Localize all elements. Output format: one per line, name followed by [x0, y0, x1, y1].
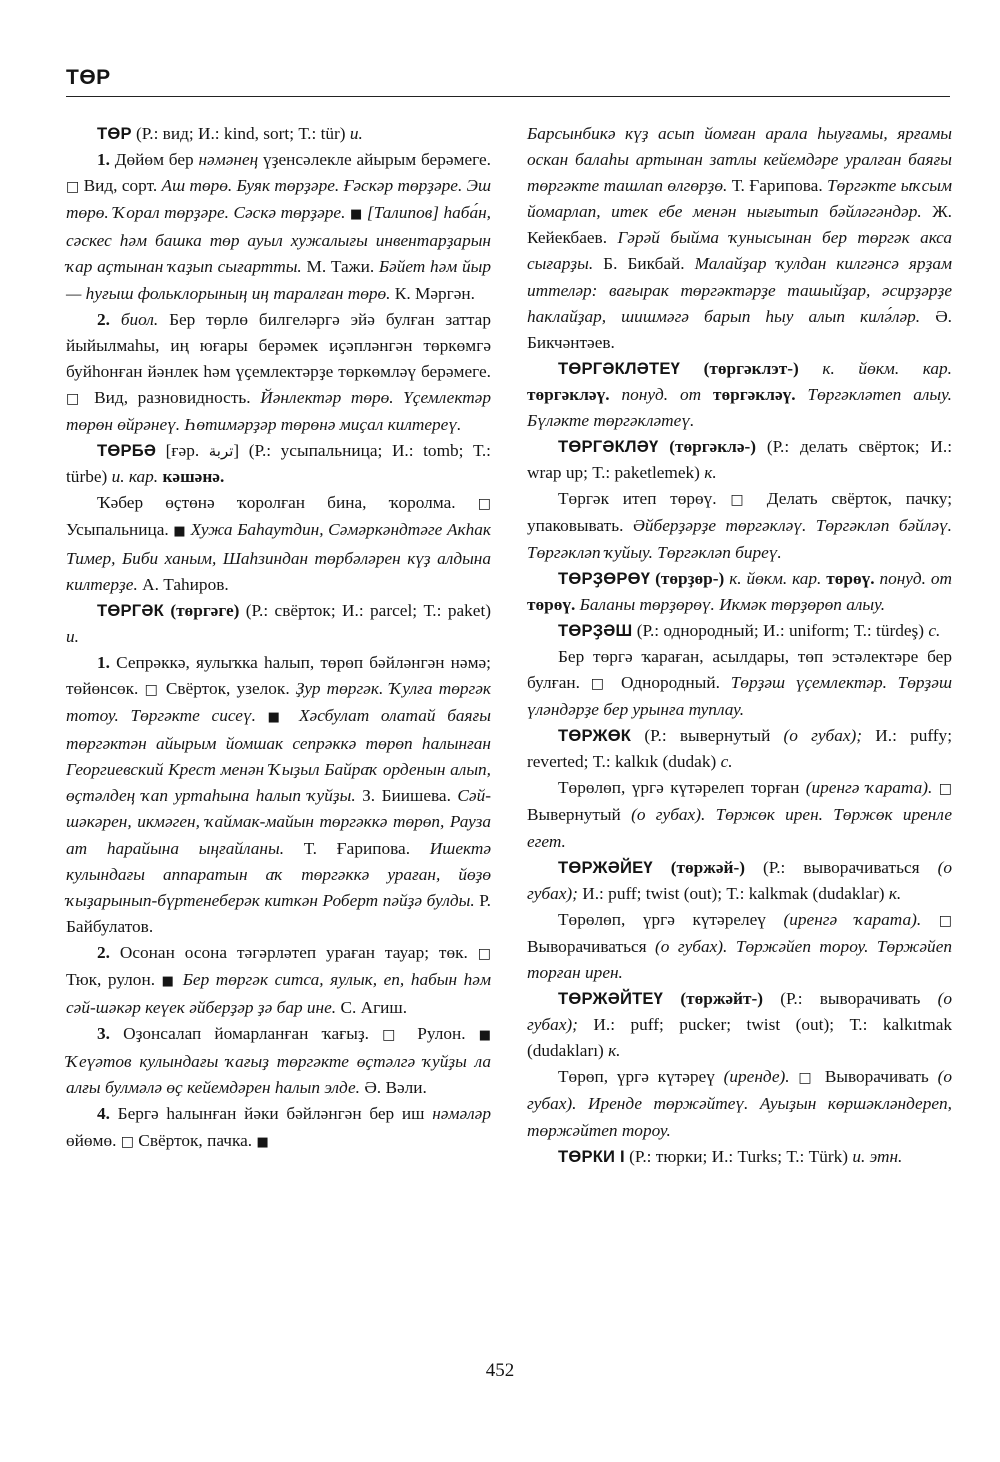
italic-text: и. этн.: [852, 1146, 903, 1166]
open-square-marker: □: [938, 912, 952, 929]
entry-paragraph: [527, 775, 952, 854]
italic-text: Ҙур төргәк. Ҡулға төргәк тотоу. Төргәкте сисеү.: [66, 678, 491, 726]
bold-text: кәшәнә.: [162, 467, 225, 487]
entry-paragraph: [66, 307, 491, 438]
headword: ТӨРЖӨК: [558, 726, 632, 746]
entry-text: Бер төргә ҡараған, асылдары, төп эстәлектәре бер булған.: [527, 646, 952, 692]
open-square-marker: □: [66, 179, 80, 196]
dictionary-entry: [527, 566, 952, 618]
headword: ТӨРКИ I: [558, 1146, 625, 1166]
italic-text: Ишектә кулындағы аппаратын аҡ төргәккә ураған, йөҙө ҡыҙарынып-бүртенеберәк киткән Роберт пәйҙә булды.: [66, 838, 491, 910]
italic-text: понуд. от: [621, 384, 714, 404]
entry-text: [ғәр.: [156, 441, 209, 461]
entry-text: Ә. Бикчәнтәев.: [527, 306, 952, 352]
italic-text: и. кар.: [111, 467, 163, 487]
entry-text: (Р.: выворачивать: [762, 989, 938, 1009]
entry-text: Төрөлөп, үргә күтәрелеп торған: [558, 778, 806, 798]
header-rule: [66, 96, 950, 97]
italic-text: Аш төрө. Буяк төрҙәре. Ғәскәр төрҙәре. Эш төрө. Ҡорал төрҙәре. Сәскә төрҙәре.: [66, 176, 491, 223]
italic-text: (иренгә ҡарата).: [805, 778, 933, 798]
entry-text: [610, 385, 622, 404]
entry-paragraph: [527, 121, 952, 356]
entry-text: (Р.: свёрток; И.: parcel; Т.: paket): [239, 600, 491, 620]
italic-text: Малайҙар ҡулдан килгәнсә ярҙам иттеләр: вағырак төргәктәрҙе ташыйҙар, әсирҙәрҙе һаклайҙар, шишмәгә барып һыу алып килә́ләр.: [527, 254, 952, 326]
entry-text: (Р.: делать свёрток; И.: wrap up; Т.: paketlemek): [527, 437, 952, 483]
italic-text: нәмәләр: [432, 1104, 491, 1124]
italic-text: к. йөкм. кар.: [729, 568, 827, 588]
bold-text: (төргәге): [163, 600, 240, 620]
bold-text: 1.: [97, 150, 110, 170]
entry-text: (Р.: выворачиваться: [744, 857, 938, 877]
open-square-marker: □: [477, 496, 491, 513]
entry-text: Т. Ғарипова.: [284, 838, 430, 858]
entry-text: С. Агиш.: [336, 998, 408, 1018]
open-square-marker: □: [730, 492, 753, 509]
italic-text: Хәсбулат олатай баяғы төргәктән айырым йомшак сепрәккә төрөп һалынған Георгиевский Крест менән Ҡыҙыл Байраҡ орденын алып, өҫтәлдең ҡап уртаһына һалып ҡуйҙы.: [66, 706, 492, 806]
entry-text: Бергә һалынған йәки бәйләнгән бер иш: [109, 1104, 433, 1124]
open-square-marker: □: [798, 1070, 817, 1087]
italic-text: (о губах);: [527, 857, 953, 903]
entry-text: Рулон.: [404, 1024, 479, 1044]
italic-text: Сәй-шәкәрен, икмәген, ҡаймак-майын төргәккә төрөп, Рауза ат һарайына ыңғайланы.: [66, 786, 491, 858]
headword: ТӨРБӘ: [97, 441, 157, 461]
entry-text: Вывернутый: [527, 805, 632, 825]
headword: ТӨРГӘКЛӘҮ: [558, 437, 659, 457]
entry-text: Свёрток, узелок.: [159, 678, 296, 698]
entry-text: Төрөлөп, үргә күтәрелеү: [558, 909, 784, 929]
italic-text: Баланы төрҙөрөү. Икмәк төрҙөрөп алыу.: [579, 594, 886, 614]
bold-text: төрөү.: [527, 594, 576, 614]
italic-text: нәмәнең: [198, 150, 259, 170]
entry-text: [110, 310, 121, 329]
italic-text: к. йөкм. кар.: [822, 358, 953, 378]
dictionary-entry: [66, 121, 491, 147]
italic-text: (иренде).: [723, 1067, 790, 1087]
bold-text: төрөү.: [826, 568, 875, 588]
entry-text: К. Мәргән.: [390, 283, 475, 303]
open-square-marker: □: [120, 1133, 134, 1150]
bold-text: 3.: [97, 1024, 110, 1044]
entry-text: З. Биишева.: [355, 786, 458, 806]
open-square-marker: □: [590, 675, 611, 692]
entry-text: Б. Бикбай.: [593, 254, 695, 274]
italic-text: Төргәкте ыҡсым йомарлап, итек ебе менән нығытып бәйләгәндәр.: [527, 176, 952, 222]
entry-text: өйөмө.: [66, 1130, 121, 1150]
entry-paragraph: [66, 1101, 491, 1155]
entry-paragraph: [66, 1021, 491, 1101]
entry-text: Свёрток, пачка.: [133, 1130, 257, 1150]
headword: ТӨРГӘК: [97, 600, 164, 620]
italic-text: Хужа Баһаутдин, Сәмәркәндтәге Акһак Тимер, Биби ханым, Шаһзиндан төрбәләрен күҙ алдына килтерҙе.: [66, 520, 491, 594]
italic-text: (о губах);: [783, 726, 863, 746]
bold-text: (төрҙөр-): [650, 568, 725, 588]
italic-text: Барсынбикә күҙ асып йомған арала һыуғамы, ярғамы оскан балаһы артынан затлы кейемдәре уралған баяғы төргәкте ташлап өлгөрҙө.: [527, 124, 952, 196]
entry-text: Выворачивать: [816, 1067, 938, 1087]
entry-text: Дөйөм бер: [109, 150, 199, 170]
headword: ТӨР: [97, 124, 132, 143]
entry-text: (Р.: вид; И.: kind, sort; Т.: tür): [131, 124, 350, 143]
dictionary-entry: [527, 855, 952, 907]
italic-text: Йәнлектәр төрө. Үҫемлектәр төрөн өйрәнеү. Һөтимәрҙәр төрөнә миҫал килтереү.: [66, 387, 491, 435]
bold-text: (төржәй-): [652, 857, 745, 877]
headword: ТӨРГӘКЛӘТЕҮ: [558, 358, 681, 378]
bold-text: 1.: [97, 652, 110, 672]
running-head: ТӨР: [66, 66, 111, 89]
italic-text: Гәрәй быйма ҡунысынан бер төргәк акса сығарҙы.: [527, 228, 952, 274]
dictionary-entry: [527, 986, 952, 1064]
entry-paragraph: [66, 147, 491, 307]
italic-text: Бәйет һәм йыр — һуғыш фольклорының иң таралған төрө.: [66, 257, 491, 303]
italic-text: и.: [66, 626, 79, 646]
entry-text: Осонан осона тәгәрләтеп ураған тауар; төк.: [109, 942, 478, 962]
open-square-marker: □: [144, 681, 160, 698]
filled-square-marker: ■: [173, 524, 186, 540]
entry-text: (Р.: тюрки; И.: Turks; Т.: Türk): [624, 1146, 853, 1166]
bold-text: 4.: [97, 1104, 110, 1124]
bold-text: (төргәклә-): [658, 437, 757, 457]
italic-text: и.: [349, 124, 363, 143]
entry-text: Төрөп, үргә күтәреү: [558, 1067, 724, 1087]
dictionary-entry: [527, 1144, 952, 1170]
italic-text: (о губах). Иренде төржәйтеү. Ауыҙын көршәкләндереп, төржәйтеп тороу.: [527, 1067, 952, 1140]
bold-text: (төргәклэт-): [680, 358, 799, 378]
headword: ТӨРҘӨРӨҮ: [558, 568, 651, 588]
italic-text: с.: [720, 752, 733, 772]
entry-paragraph: [527, 486, 952, 565]
bold-text: (төржәйт-): [663, 989, 763, 1009]
italic-text: Әйберҙәрҙе төргәкләү. Төргәкләп бәйләү. Төргәкләп ҡуйыу. Төргәкләп биреү.: [527, 516, 952, 562]
entry-text: [799, 359, 823, 378]
italic-text: Ҡеүәтов кулындағы ҡағыҙ төргәкте өҫтәлгә ҡуйҙы ла алғы булмәлә өҫ кейемдәрен һалып элде.: [66, 1052, 491, 1098]
bold-text: төргәкләү.: [527, 384, 610, 404]
arabic-etymon: تربة: [208, 442, 234, 461]
italic-text: с.: [928, 620, 941, 640]
italic-text: (о губах);: [527, 989, 952, 1035]
italic-text: понуд. от: [879, 568, 952, 588]
entry-paragraph: [527, 907, 952, 986]
italic-text: Бер төргәк ситса, яулык, еп, һабын һәм сәй-шәкәр кеүек әйберҙәр ҙә бар ине.: [66, 970, 491, 1018]
filled-square-marker: ■: [267, 710, 288, 726]
entry-text: Бер төрлө билгеләргә эйә булған заттар йыйылмаһы, иң юғары берәмек иҫәпләнгән төркөмгә буйһонған йәнлек һәм үҫемлектәрҙе төркөмләү берәмеге.: [66, 309, 491, 381]
entry-text: Т. Ғарипова.: [727, 176, 828, 196]
entry-text: Ж. Кейекбаев.: [527, 202, 953, 248]
filled-square-marker: ■: [478, 1028, 491, 1044]
entry-paragraph: [66, 650, 491, 940]
right-column: [527, 121, 952, 1170]
bold-text: 2.: [97, 309, 110, 329]
italic-text: (иренгә ҡарата).: [783, 909, 922, 929]
entry-text: Выворачиваться: [527, 936, 656, 956]
entry-text: Ҡәбер өҫтөнә ҡоролған бина, ҡоролма.: [97, 493, 478, 513]
filled-square-marker: ■: [349, 207, 363, 223]
entry-text: ] (Р.: усыпальница; И.: tomb; Т.: türbe): [66, 441, 491, 487]
italic-text: [Талипов] һаба́н, сәскес һәм башка төр ауыл хужалығы инвентарҙарын ҡар аҫтынан ҡаҙып сығартты.: [66, 203, 491, 277]
entry-text: Вид, сорт.: [79, 176, 162, 196]
open-square-marker: □: [382, 1027, 405, 1044]
dictionary-entry: [527, 723, 952, 775]
italic-text: (о губах). Төржәйеп тороу. Төржәйеп торған ирен.: [527, 936, 952, 982]
dictionary-entry: [66, 598, 491, 650]
dictionary-entry: [66, 438, 491, 490]
entry-paragraph: [527, 1064, 952, 1143]
italic-text: к.: [608, 1041, 621, 1061]
entry-text: А. Таһиров.: [137, 574, 229, 594]
entry-paragraph: [66, 490, 491, 597]
dictionary-entry: [527, 618, 952, 644]
italic-text: биол.: [120, 309, 159, 329]
filled-square-marker: ■: [256, 1134, 269, 1150]
open-square-marker: □: [938, 781, 952, 798]
entry-text: [796, 385, 808, 404]
entry-text: М. Тажи.: [301, 257, 379, 277]
headword: ТӨРҘӘШ: [558, 620, 633, 640]
left-column: [66, 121, 491, 1156]
entry-text: И.: puffy; reverted; Т.: kalkık (dudak): [527, 726, 952, 772]
bold-text: төргәкләү.: [713, 384, 796, 404]
entry-text: (Р.: вывернутый: [631, 726, 784, 746]
headword: ТӨРЖӘЙЕҮ: [558, 857, 653, 877]
entry-text: Усыпальница.: [66, 520, 174, 540]
open-square-marker: □: [477, 945, 491, 962]
entry-text: И.: puff; twist (out); Т.: kalkmak (dudaklar): [577, 883, 889, 903]
headword: ТӨРЖӘЙТЕҮ: [558, 989, 664, 1009]
italic-text: Төрҙәш үҫемлектәр. Төрҙәш үләндәрҙе бер урынға туплау.: [527, 672, 952, 720]
open-square-marker: □: [66, 390, 85, 407]
entry-text: [921, 910, 939, 929]
entry-text: (Р.: однородный; И.: uniform; Т.: türdeş): [632, 620, 929, 640]
entry-text: Тюк, рулон.: [66, 970, 162, 989]
italic-text: к.: [704, 463, 717, 483]
page-number: 452: [485, 1360, 515, 1381]
italic-text: к.: [888, 883, 902, 903]
entry-text: Төргәк итеп төрөү.: [558, 489, 731, 509]
entry-text: Вид, разновидность.: [84, 387, 261, 407]
entry-text: Р. Байбулатов.: [66, 890, 491, 936]
entry-text: үҙенсәлекле айырым берәмеге.: [258, 150, 491, 170]
entry-text: Однородный.: [610, 672, 731, 692]
entry-text: И.: puff; pucker; twist (out); Т.: kalkıtmak (dudakları): [527, 1015, 952, 1061]
italic-text: (о губах). Төржөк ирен. Төржөк иренле егет.: [527, 805, 952, 851]
entry-text: Оҙонсалап йомарланған ҡағыҙ.: [109, 1024, 383, 1044]
italic-text: Төргәкләтеп алыу. Бүләкте төргәкләтеү.: [527, 384, 952, 431]
dictionary-entry: [527, 434, 952, 486]
entry-text: Делать свёрток, пачку; упаковывать.: [527, 489, 952, 536]
bold-text: 2.: [97, 942, 110, 962]
entry-paragraph: [66, 940, 491, 1021]
dictionary-entry: [527, 356, 952, 434]
entry-text: Сепрәккә, яулыҡка һалып, төрөп бәйләнгән нәмә; төйөнсөк.: [66, 652, 491, 698]
filled-square-marker: ■: [161, 974, 177, 989]
entry-text: Ә. Вәли.: [360, 1078, 427, 1098]
entry-paragraph: [527, 644, 952, 723]
